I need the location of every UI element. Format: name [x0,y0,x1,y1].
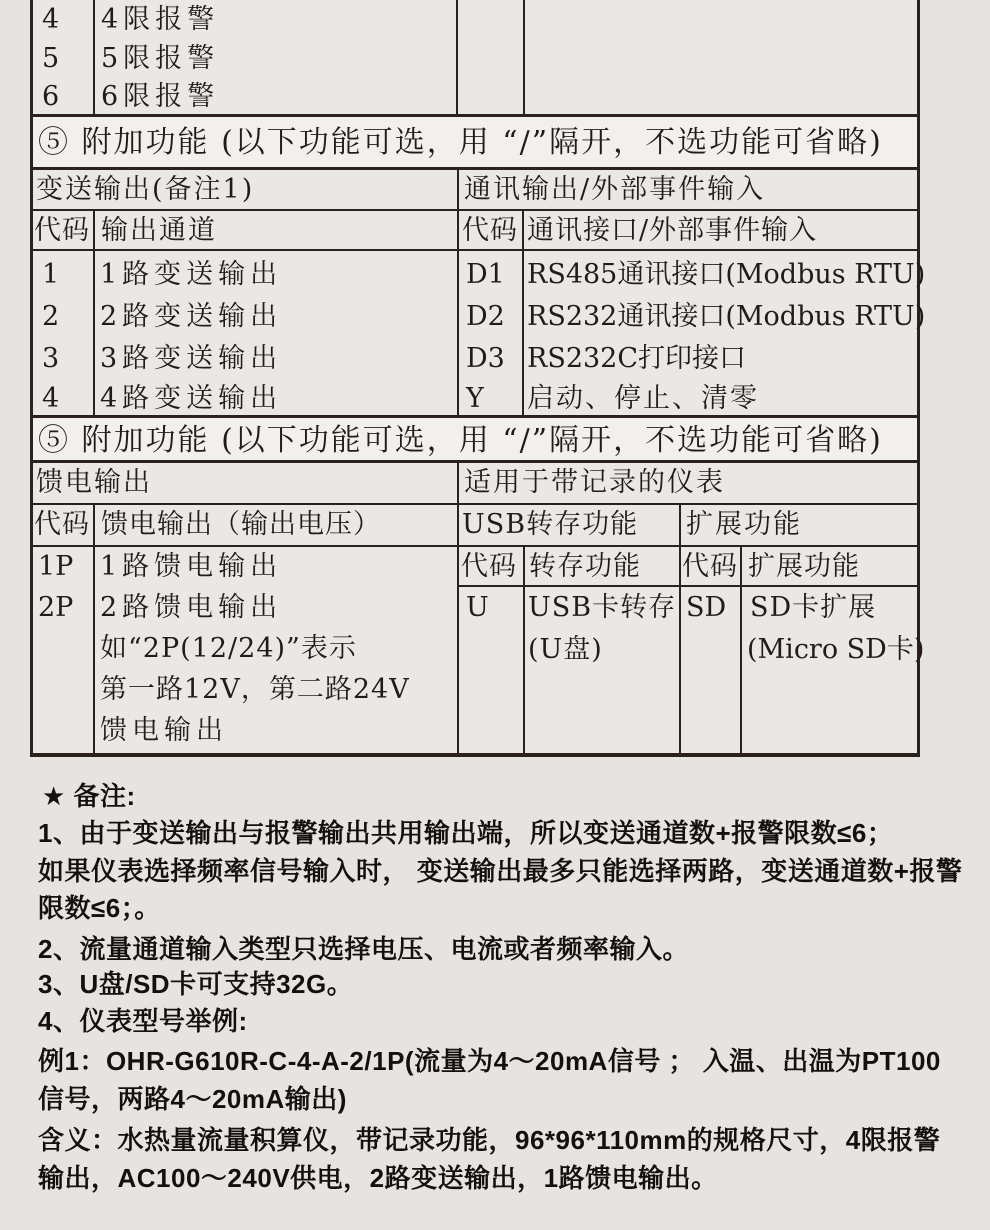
column-header-code: 代码 [461,551,517,582]
notes-title: ★ 备注: [42,781,136,811]
note-line: 信号，两路4～20mA输出) [38,1084,347,1114]
note-line: 限数≤6；。 [38,893,161,923]
label-cell: 2路馈电输出 [100,592,283,623]
column-header-feed-output: 馈电输出（输出电压） [101,509,381,540]
label-cell: RS232C打印接口 [527,343,747,374]
column-header-code: 代码 [34,509,90,540]
grid-line [30,545,920,547]
note-line: 输出，AC100～240V供电，2路变送输出，1路馈电输出。 [38,1163,718,1193]
grid-line [30,460,920,463]
code-cell: U [466,592,489,623]
comm-output-title: 通讯输出/外部事件输入 [464,174,766,205]
grid-line [30,503,920,505]
record-instrument-title: 适用于带记录的仪表 [464,467,725,498]
section1-header: ⑤ 附加功能 (以下功能可选，用 “/”隔开，不选功能可省略) [38,125,883,160]
grid-line [456,0,458,117]
label-cell: 如“2P(12/24)”表示 [100,633,357,664]
grid-line [457,462,459,755]
code-cell: 4 [42,4,60,35]
feed-output-title: 馈电输出 [36,467,152,498]
note-line: 2、流量通道输入类型只选择电压、电流或者频率输入。 [38,934,689,964]
grid-line [30,167,920,170]
note-line: 例1：OHR-G610R-C-4-A-2/1P(流量为4～20mA信号 ； 入温、出温为PT100 [38,1046,941,1076]
code-cell: SD [686,592,727,623]
label-cell: 6限报警 [101,81,220,112]
usb-dump-title: USB转存功能 [462,509,639,540]
label-cell: RS485通讯接口(Modbus RTU) [527,259,926,290]
grid-line [522,210,524,418]
code-cell: D1 [466,259,505,290]
code-cell: Y [466,383,484,414]
grid-line [679,504,681,755]
grid-line [93,504,95,755]
expansion-title: 扩展功能 [686,509,802,540]
label-cell: 馈电输出 [100,715,228,746]
code-cell: 4 [42,383,60,414]
label-cell: (Micro SD卡) [747,634,925,665]
label-cell: 1路馈电输出 [100,551,283,582]
code-cell: 3 [42,343,60,374]
label-cell: 5限报警 [101,43,220,74]
grid-line [457,169,459,418]
note-line: 3、U盘/SD卡可支持32G。 [38,969,354,999]
label-cell: 4限报警 [101,4,220,35]
code-cell: 6 [42,81,60,112]
label-cell: 4路变送输出 [100,383,283,414]
table-border-bottom [30,753,920,757]
grid-line [93,0,95,117]
grid-line [740,546,742,755]
transmit-output-title: 变送输出(备注1) [36,174,255,205]
label-cell: 1路变送输出 [100,259,283,290]
label-cell: 3路变送输出 [100,343,283,374]
code-cell: D3 [466,343,505,374]
note-line: 1、由于变送输出与报警输出共用输出端，所以变送通道数+报警限数≤6； [38,818,894,848]
grid-line [523,0,525,117]
grid-line [30,209,920,211]
grid-line [30,114,920,117]
code-cell: 2P [38,592,74,623]
grid-line [457,585,920,587]
column-header-code: 代码 [682,551,738,582]
label-cell: RS232通讯接口(Modbus RTU) [527,301,926,332]
label-cell: USB卡转存 [528,592,677,623]
note-line: 如果仪表选择频率信号输入时， 变送输出最多只能选择两路，变送通道数+报警 [38,856,963,886]
column-header-code: 代码 [462,215,518,246]
code-cell: 1 [42,259,60,290]
grid-line [523,546,525,755]
label-cell: 启动、停止、清零 [527,383,759,414]
grid-line [30,415,920,418]
note-line: 含义：水热量流量积算仪，带记录功能，96*96*110mm的规格尺寸，4限报警 [38,1125,941,1155]
label-cell: 2路变送输出 [100,301,283,332]
code-cell: 2 [42,301,60,332]
note-line: 4、仪表型号举例: [38,1006,248,1036]
column-header-expansion: 扩展功能 [748,551,860,582]
code-cell: 5 [42,43,60,74]
label-cell: 第一路12V，第二路24V [100,674,410,705]
grid-line [30,249,920,251]
section2-header: ⑤ 附加功能 (以下功能可选，用 “/”隔开，不选功能可省略) [38,423,883,458]
grid-line [93,210,95,418]
column-header-channel: 输出通道 [101,215,217,246]
code-cell: D2 [466,301,505,332]
column-header-code: 代码 [34,215,90,246]
label-cell: (U盘) [528,634,603,665]
column-header-dump: 转存功能 [529,551,641,582]
column-header-interface: 通讯接口/外部事件输入 [527,215,818,246]
label-cell: SD卡扩展 [750,592,877,623]
code-cell: 1P [38,551,74,582]
